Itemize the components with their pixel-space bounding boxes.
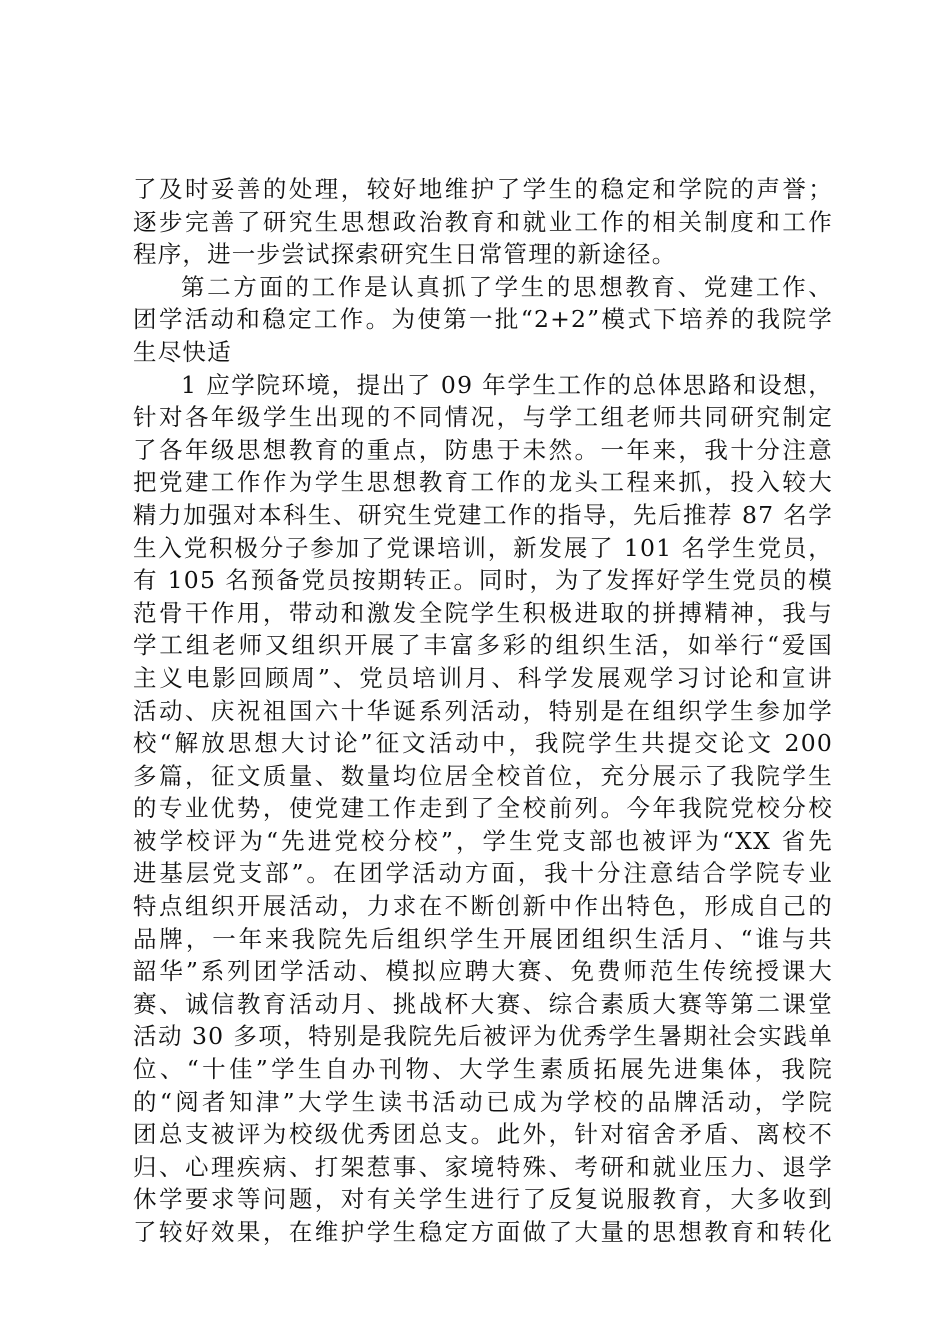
text-line: 1 应学院环境，提出了 09 年学生工作的总体思路和设想，: [181, 370, 833, 399]
text-line: 了及时妥善的处理，较好地维护了学生的稳定和学院的声誉；: [133, 175, 833, 203]
text-line: 的“阅者知津”大学生读书活动已成为学校的品牌活动，学院: [133, 1087, 833, 1116]
text-line: 活动、庆祝祖国六十华诞系列活动，特别是在组织学生参加学: [133, 696, 833, 725]
text-line: 主义电影回顾周”、党员培训月、科学发展观学习讨论和宣讲: [133, 663, 833, 692]
text-line: 的专业优势，使党建工作走到了全校前列。今年我院党校分校: [133, 794, 833, 823]
document-body-text: [133, 173, 833, 1249]
text-line: 团总支被评为校级优秀团总支。此外，针对宿舍矛盾、离校不: [133, 1120, 833, 1149]
text-line: 特点组织开展活动，力求在不断创新中作出特色，形成自己的: [133, 892, 833, 921]
text-line: 活动 30 多项，特别是我院先后被评为优秀学生暑期社会实践单: [133, 1022, 833, 1051]
text-line: 位、“十佳”学生自办刊物、大学生素质拓展先进集体，我院: [133, 1055, 833, 1084]
text-line: 有 105 名预备党员按期转正。同时，为了发挥好学生党员的模: [133, 566, 833, 595]
text-line: 品牌，一年来我院先后组织学生开展团组织生活月、“谁与共: [133, 924, 833, 953]
text-line: 范骨干作用，带动和激发全院学生积极进取的拼搏精神，我与: [133, 598, 833, 627]
text-line: 多篇，征文质量、数量均位居全校首位，充分展示了我院学生: [133, 761, 833, 790]
text-line: 把党建工作作为学生思想教育工作的龙头工程来抓，投入较大: [133, 468, 833, 497]
text-line: 学工组老师又组织开展了丰富多彩的组织生活，如举行“爱国: [133, 631, 833, 660]
text-line: 归、心理疾病、打架惹事、家境特殊、考研和就业压力、退学: [133, 1152, 833, 1181]
text-line: 逐步完善了研究生思想政治教育和就业工作的相关制度和工作: [133, 207, 833, 236]
text-line: 程序，进一步尝试探索研究生日常管理的新途径。: [133, 240, 677, 269]
text-line: 休学要求等问题，对有关学生进行了反复说服教育，大多收到: [133, 1185, 833, 1214]
text-line: 了较好效果，在维护学生稳定方面做了大量的思想教育和转化: [133, 1218, 833, 1246]
text-line: 韶华”系列团学活动、模拟应聘大赛、免费师范生传统授课大: [133, 957, 833, 986]
text-line: 校“解放思想大讨论”征文活动中，我院学生共提交论文 200: [133, 729, 833, 758]
text-line: 针对各年级学生出现的不同情况，与学工组老师共同研究制定: [133, 403, 833, 432]
text-line: 被学校评为“先进党校分校”，学生党支部也被评为“XX 省先: [133, 826, 833, 855]
text-line: 团学活动和稳定工作。为使第一批“2+2”模式下培养的我院学: [133, 305, 833, 334]
text-line: 了各年级思想教育的重点，防患于未然。一年来，我十分注意: [133, 435, 833, 464]
text-line: 精力加强对本科生、研究生党建工作的指导，先后推荐 87 名学: [133, 500, 833, 529]
text-line: 生入党积极分子参加了党课培训，新发展了 101 名学生党员，: [133, 533, 833, 562]
text-line: 赛、诚信教育活动月、挑战杯大赛、综合素质大赛等第二课堂: [133, 989, 833, 1018]
text-line: 生尽快适: [133, 337, 232, 366]
text-line: 进基层党支部”。在团学活动方面，我十分注意结合学院专业: [133, 859, 833, 888]
text-line: 第二方面的工作是认真抓了学生的思想教育、党建工作、: [181, 272, 833, 301]
